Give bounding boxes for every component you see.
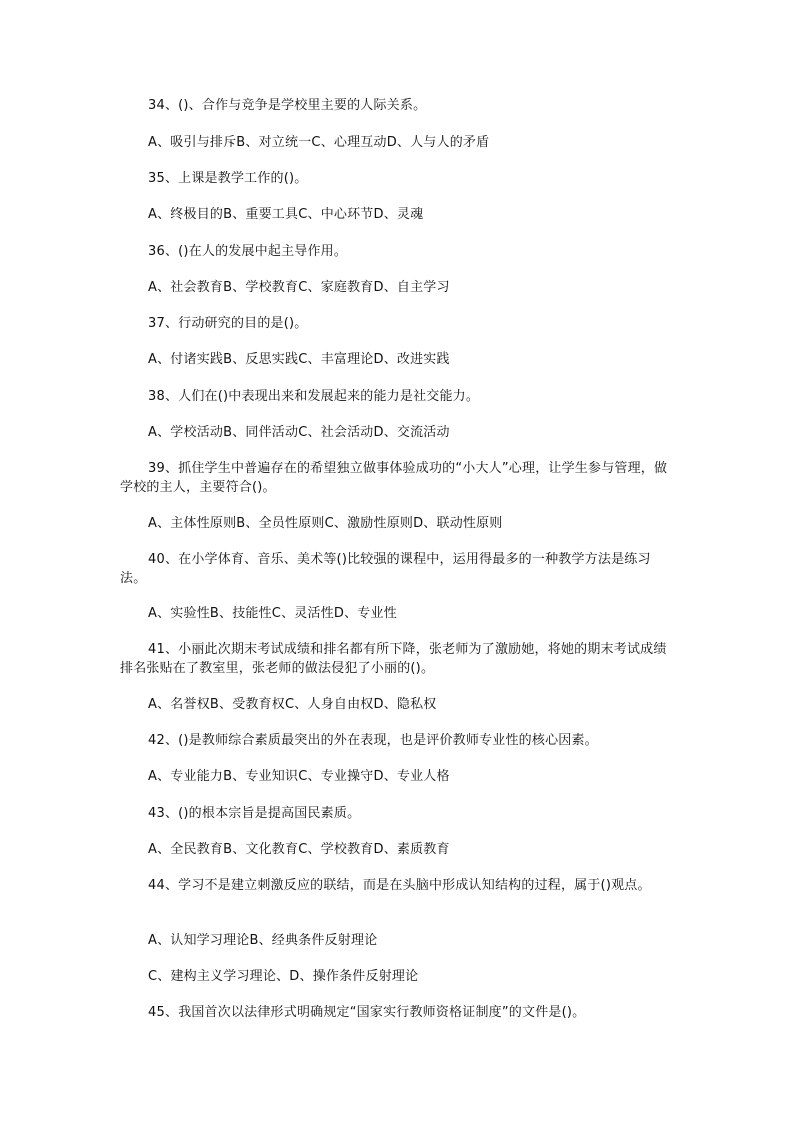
question-36: 36、()在人的发展中起主导作用。 <box>148 244 348 259</box>
question-34-options: A、吸引与排斥B、对立统一C、心理互动D、人与人的矛盾 <box>148 135 490 150</box>
question-42-options: A、专业能力B、专业知识C、专业操守D、专业人格 <box>148 769 450 784</box>
question-44: 44、学习不是建立刺激反应的联结，而是在头脑中形成认知结构的过程，属于()观点。 <box>148 878 651 893</box>
question-38-options: A、学校活动B、同伴活动C、社会活动D、交流活动 <box>148 425 450 440</box>
question-36-options: A、社会教育B、学校教育C、家庭教育D、自主学习 <box>148 280 450 295</box>
question-43-options: A、全民教育B、文化教育C、学校教育D、素质教育 <box>148 842 450 857</box>
question-45: 45、我国首次以法律形式明确规定“国家实行教师资格证制度”的文件是()。 <box>148 1005 586 1020</box>
question-44-options-cd: C、建构主义学习理论、D、操作条件反射理论 <box>148 969 419 984</box>
question-34: 34、()、合作与竞争是学校里主要的人际关系。 <box>148 98 427 113</box>
question-41-options: A、名誉权B、受教育权C、人身自由权D、隐私权 <box>148 697 437 712</box>
question-35: 35、上课是教学工作的()。 <box>148 171 308 186</box>
question-39-options: A、主体性原则B、全员性原则C、激励性原则D、联动性原则 <box>148 516 503 531</box>
question-44-options-ab: A、认知学习理论B、经典条件反射理论 <box>148 933 378 948</box>
question-40-options: A、实验性B、技能性C、灵活性D、专业性 <box>148 606 397 621</box>
question-39: 39、抓住学生中普遍存在的希望独立做事体验成功的“小大人”心理，让学生参与管理，做学校的主人，主要符合()。 <box>120 461 668 495</box>
question-40: 40、在小学体育、音乐、美术等()比较强的课程中，运用得最多的一种教学方法是练习法。 <box>120 552 651 586</box>
question-37-options: A、付诸实践B、反思实践C、丰富理论D、改进实践 <box>148 352 450 367</box>
question-43: 43、()的根本宗旨是提高国民素质。 <box>148 806 361 821</box>
question-35-options: A、终极目的B、重要工具C、中心环节D、灵魂 <box>148 207 424 222</box>
question-38: 38、人们在()中表现出来和发展起来的能力是社交能力。 <box>148 389 480 404</box>
question-41: 41、小丽此次期末考试成绩和排名都有所下降，张老师为了激励她，将她的期末考试成绩排名张贴在了教室里，张老师的做法侵犯了小丽的()。 <box>120 642 667 676</box>
question-37: 37、行动研究的目的是()。 <box>148 316 308 331</box>
question-42: 42、()是教师综合素质最突出的外在表现，也是评价教师专业性的核心因素。 <box>148 733 598 748</box>
